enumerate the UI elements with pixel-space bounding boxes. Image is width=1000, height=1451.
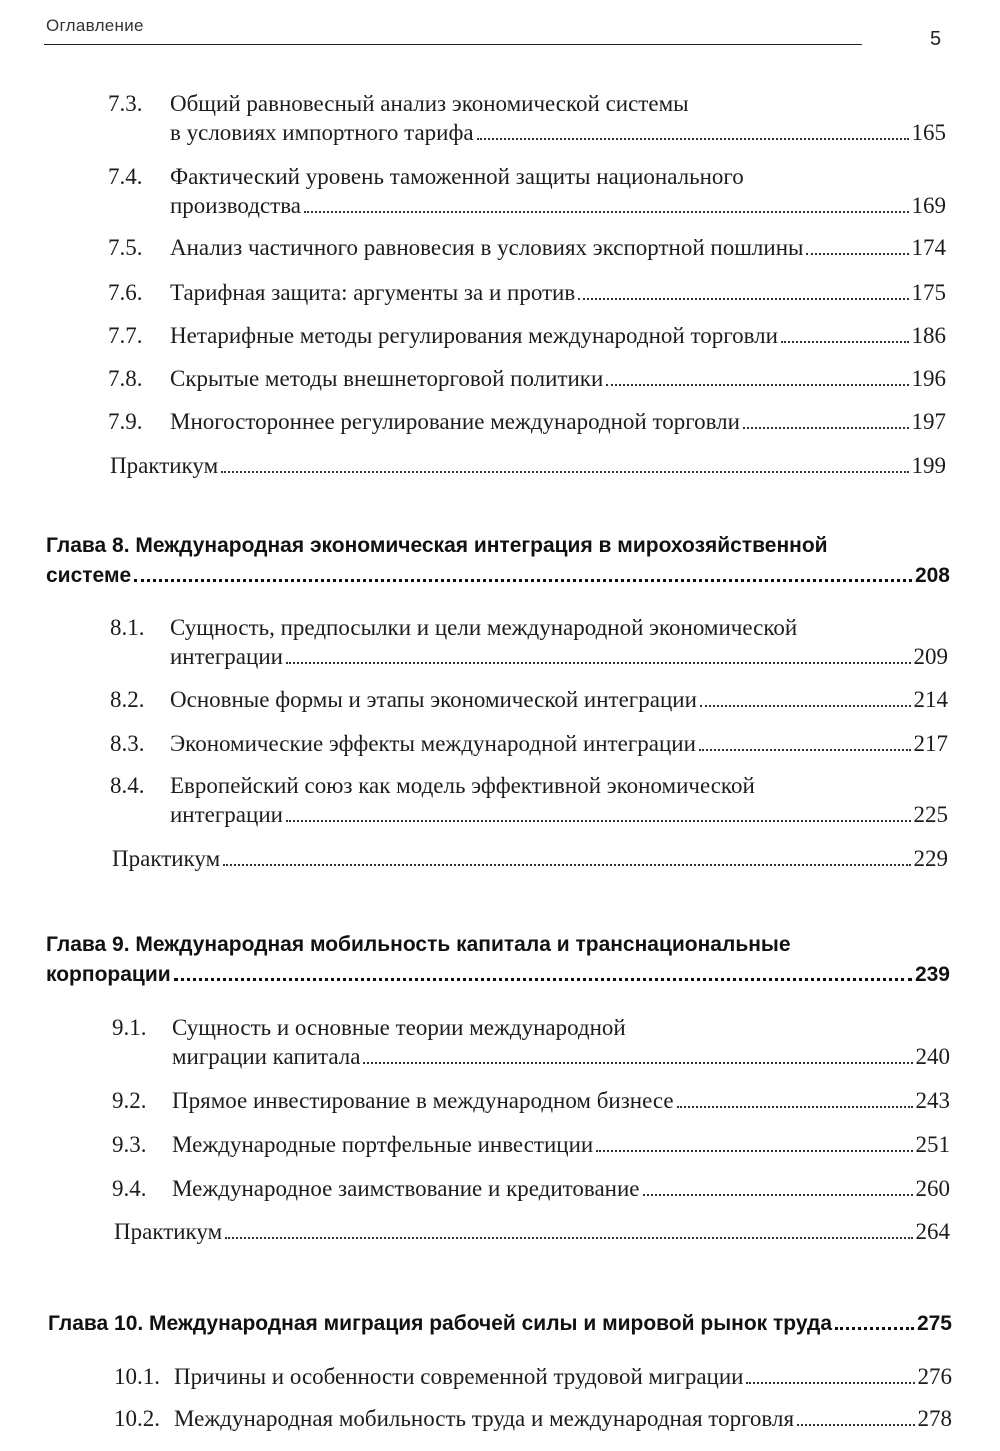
- entry-page: 209: [913, 644, 948, 669]
- entry-page: 225: [913, 802, 948, 827]
- page-number: 5: [930, 28, 942, 50]
- leader-dots: [286, 820, 911, 822]
- leader-dots: [700, 705, 911, 707]
- entry-page: 214: [913, 687, 948, 712]
- entry-title-line2: миграции капитала: [172, 1044, 361, 1069]
- entry-title: Практикум: [110, 453, 219, 478]
- entry-page: 217: [913, 731, 948, 756]
- entry-number: 10.1.: [114, 1364, 160, 1389]
- entry-page: 186: [911, 323, 946, 348]
- entry-number: 8.1.: [110, 615, 145, 640]
- leader-dots: [781, 341, 909, 343]
- entry-title-line1: Европейский союз как модель эффективной экономической: [170, 773, 755, 798]
- leader-dots: [699, 749, 911, 751]
- entry-page: 243: [915, 1088, 950, 1113]
- leader-dots: [596, 1150, 912, 1152]
- entry-page: 276: [917, 1364, 952, 1389]
- entry-title: Практикум: [114, 1219, 223, 1244]
- leader-dots: [743, 427, 909, 429]
- toc-chapter-10[interactable]: [48, 1309, 952, 1339]
- toc-chapter-9[interactable]: [46, 930, 950, 990]
- chapter-title-line2: системе: [46, 564, 132, 587]
- toc-entry-7-9[interactable]: [108, 407, 946, 436]
- entry-title-line2: в условиях импортного тарифа: [170, 120, 474, 145]
- chapter-title-line2: корпорации: [46, 963, 171, 986]
- entry-title: Нетарифные методы регулирования международной торговли: [170, 323, 778, 348]
- entry-page: 197: [911, 409, 946, 434]
- toc-entry-8-3[interactable]: [110, 729, 948, 758]
- chapter-page: 239: [914, 963, 950, 986]
- entry-number: 9.2.: [112, 1088, 147, 1113]
- entry-page: 165: [911, 120, 946, 145]
- entry-page: 169: [911, 193, 946, 218]
- leader-dots: [606, 384, 908, 386]
- entry-number: 7.5.: [108, 235, 143, 260]
- entry-title: Международные портфельные инвестиции: [172, 1132, 594, 1157]
- entry-page: 251: [915, 1132, 950, 1157]
- leader-dots: [363, 1062, 912, 1064]
- entry-page: 264: [915, 1219, 950, 1244]
- entry-title-line2: интеграции: [170, 802, 283, 827]
- chapter-page: 208: [914, 564, 950, 587]
- entry-title: Практикум: [112, 846, 221, 871]
- entry-title-line1: Сущность и основные теории международной: [172, 1015, 626, 1040]
- entry-number: 7.7.: [108, 323, 143, 348]
- entry-page: 278: [917, 1406, 952, 1431]
- toc-entry-8-2[interactable]: [110, 685, 948, 714]
- header-rule: [44, 44, 862, 45]
- entry-title-line1: Общий равновесный анализ экономической системы: [170, 91, 689, 116]
- entry-number: 7.9.: [108, 409, 143, 434]
- entry-page: 229: [913, 846, 948, 871]
- entry-title: Основные формы и этапы экономической интеграции: [170, 687, 697, 712]
- toc-entry-10-2[interactable]: [114, 1404, 952, 1433]
- toc-entry-7-6[interactable]: [108, 278, 946, 307]
- entry-page: 199: [911, 453, 946, 478]
- entry-title: Тарифная защита: аргументы за и против: [170, 280, 576, 305]
- entry-title-line1: Сущность, предпосылки и цели международной экономической: [170, 615, 798, 640]
- entry-page: 196: [911, 366, 946, 391]
- toc-practicum-8[interactable]: [112, 844, 948, 873]
- toc-entry-8-4[interactable]: [110, 771, 948, 829]
- toc-entry-9-4[interactable]: [112, 1174, 950, 1203]
- leader-dots: [221, 471, 908, 473]
- entry-number: 7.4.: [108, 164, 143, 189]
- entry-number: 9.1.: [112, 1015, 147, 1040]
- toc-entry-9-3[interactable]: [112, 1130, 950, 1159]
- leader-dots: [134, 579, 912, 582]
- entry-number: 8.2.: [110, 687, 145, 712]
- running-title: Оглавление: [46, 16, 144, 35]
- leader-dots: [174, 978, 912, 981]
- toc-entry-7-5[interactable]: [108, 233, 946, 262]
- entry-number: 10.2.: [114, 1406, 160, 1431]
- toc-entry-7-8[interactable]: [108, 364, 946, 393]
- entry-title-line2: интеграции: [170, 644, 283, 669]
- chapter-title-line1: Глава 9. Международная мобильность капитала и транснациональные: [46, 933, 791, 956]
- toc-entry-7-7[interactable]: [108, 321, 946, 350]
- toc-entry-10-1[interactable]: [114, 1362, 952, 1391]
- entry-title-line1: Фактический уровень таможенной защиты национального: [170, 164, 744, 189]
- entry-page: 174: [911, 235, 946, 260]
- leader-dots: [286, 662, 911, 664]
- entry-number: 7.6.: [108, 280, 143, 305]
- toc-chapter-8[interactable]: [46, 531, 950, 591]
- toc-practicum-9[interactable]: [114, 1217, 950, 1246]
- toc-entry-8-1[interactable]: [110, 613, 948, 671]
- leader-dots: [304, 211, 909, 213]
- leader-dots: [806, 253, 908, 255]
- entry-title: Многостороннее регулирование международной торговли: [170, 409, 740, 434]
- entry-title: Скрытые методы внешнеторговой политики: [170, 366, 604, 391]
- entry-number: 8.4.: [110, 773, 145, 798]
- toc-entry-7-3[interactable]: [108, 89, 946, 147]
- entry-number: 9.4.: [112, 1176, 147, 1201]
- leader-dots: [677, 1106, 913, 1108]
- entry-title: Международная мобильность труда и международная торговля: [174, 1406, 795, 1431]
- entry-number: 7.8.: [108, 366, 143, 391]
- entry-page: 240: [915, 1044, 950, 1069]
- leader-dots: [835, 1327, 914, 1330]
- entry-title: Прямое инвестирование в международном бизнесе: [172, 1088, 674, 1113]
- chapter-page: 275: [916, 1312, 952, 1335]
- toc-practicum-7[interactable]: [110, 451, 946, 480]
- entry-title-line2: производства: [170, 193, 301, 218]
- entry-page: 175: [911, 280, 946, 305]
- leader-dots: [223, 864, 910, 866]
- entry-page: 260: [915, 1176, 950, 1201]
- leader-dots: [477, 138, 909, 140]
- entry-title: Международное заимствование и кредитование: [172, 1176, 640, 1201]
- chapter-title: Глава 10. Международная миграция рабочей силы и мировой рынок труда: [48, 1312, 832, 1335]
- chapter-title-line1: Глава 8. Международная экономическая интеграция в мирохозяйственной: [46, 534, 828, 557]
- entry-number: 9.3.: [112, 1132, 147, 1157]
- entry-title: Экономические эффекты международной интеграции: [170, 731, 696, 756]
- toc-entry-9-1[interactable]: [112, 1013, 950, 1071]
- entry-title: Анализ частичного равновесия в условиях экспортной пошлины: [170, 235, 804, 260]
- entry-title: Причины и особенности современной трудовой миграции: [174, 1364, 744, 1389]
- toc-entry-7-4[interactable]: [108, 162, 946, 220]
- leader-dots: [797, 1424, 914, 1426]
- leader-dots: [225, 1237, 912, 1239]
- entry-number: 7.3.: [108, 91, 143, 116]
- entry-number: 8.3.: [110, 731, 145, 756]
- leader-dots: [643, 1194, 913, 1196]
- leader-dots: [746, 1382, 914, 1384]
- leader-dots: [578, 298, 908, 300]
- toc-entry-9-2[interactable]: [112, 1086, 950, 1115]
